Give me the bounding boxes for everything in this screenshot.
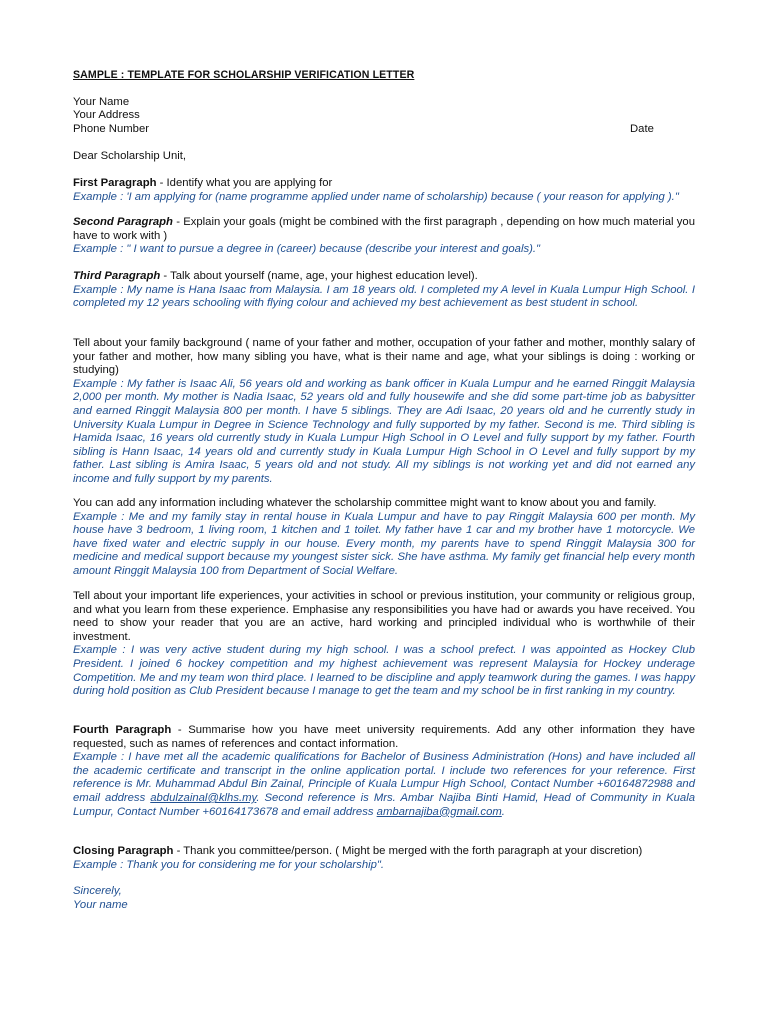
closing-paragraph-section [73,845,695,872]
email-link-abdulzainal[interactable]: abdulzainal@klhs.my [150,791,257,804]
additional-info-example: Example : Me and my family stay in rental house in Kuala Lumpur and have to pay Ringgit Malaysia 600 per month. My house have 3 bedroom, 1 living room, 1 kitchen and 1 toilet. My father have 1 car and my brother have 1 motorcycle. We have fixed water and electric supply in our house. Every month, my parents have to spend Ringgit Malaysia 300 for medicine and medical support because my youngest sister sick. She have asthma. My family get financial help every month amount Ringgit Malaysia 100 from Department of Social Welfare. [73,510,695,577]
fourth-example-text-c: . [501,805,505,818]
family-section [73,337,695,487]
third-paragraph-label: Third Paragraph [73,270,161,282]
sender-address: Your Address [73,109,140,121]
date-label: Date [630,123,654,135]
experience-instruction: Tell about your important life experiences, your activities in school or previous institution, your community or religious group, and what you learn from these experience. Emphasise any responsibilities you have had or awards you have received. You need to show your reader that you are an active, hard working and principled individual who is worthwhile of their investment. [73,590,695,643]
family-instruction: Tell about your family background ( name of your father and mother, occupation of your father and mother, monthly salary of your father and mother, how many sibling you have, what is their name and age, what your siblings is doing : working or studying) [73,337,695,377]
first-paragraph-text: - Identify what you are applying for [156,177,333,189]
closing-paragraph-label: Closing Paragraph [73,845,174,857]
closing-paragraph-example: Example : Thank you for considering me for your scholarship". [73,858,385,871]
closing-paragraph-text: - Thank you committee/person. ( Might be merged with the forth paragraph at your discretion) [173,845,643,857]
third-paragraph-example: Example : My name is Hana Isaac from Malaysia. I am 18 years old. I completed my A level in Kuala Lumpur High School. I completed my 12 years schooling with flying colour and achieved my best achievement as best student in school. [73,283,695,310]
second-paragraph-instruction [73,216,695,243]
fourth-paragraph-section [73,724,695,819]
second-paragraph-section [73,216,695,257]
additional-info-section [73,497,695,579]
third-paragraph-instruction [73,270,695,284]
fourth-paragraph-label: Fourth Paragraph [73,724,172,736]
experience-example: Example : I was very active student during my high school. I was a school prefect. I was appointed as Hockey Club President. I joined 6 hockey competition and my highest achievement was represent Malaysia for Hockey underage Competition. Me and my team won third place. I learned to be discipline and apply teamwork during the games. I was happy during hold position as Club President because I manage to get the team and my school be in first ranking in my country. [73,644,695,698]
document-title: SAMPLE : TEMPLATE FOR SCHOLARSHIP VERIFICATION LETTER [73,69,415,81]
sender-phone: Phone Number [73,123,149,135]
signoff-name: Your name [73,898,128,911]
signoff-sincerely: Sincerely, [73,885,122,897]
fourth-example-text-b: . Second reference is Mrs. Ambar Najiba Binti Hamid, Head of Community in Kuala Lumpur, Contact Number +60164173678 and email address [73,791,695,818]
family-example: Example : My father is Isaac Ali, 56 years old and working as bank officer in Kuala Lumpur and he earned Ringgit Malaysia 2,000 per month. My mother is Nadia Isaac, 52 years old and fully housewife and she did some part-time job as babysitter and earned Ringgit Malaysia 800 per month. I have 5 siblings. They are Adi Isaac, 20 years old and he currently study in University Kuala Lumpur in Degree in Science Technology and fully supported by my father. Second is me. Third sibling is Hamida Isaac, 16 years old currently study in Kuala Lumpur High School in O Level and fully support by my father. Fourth sibling is Hann Isaac, 14 years old and currently study in Kuala Lumpur High School in O Level and fully support by my father. Last sibling is Amira Isaac, 5 years old and not study. All my siblings is not working yet and did not earned any income and fully support by my parents. [73,377,695,485]
second-paragraph-example: Example : " I want to pursue a degree in (career) because (describe your interest and goals)." [73,243,541,256]
fourth-paragraph-text: - Summarise how you have meet university requirements. Add any other information they have requested, such as names of references and contact information. [73,724,695,750]
fourth-paragraph-example [73,751,695,819]
second-paragraph-text: - Explain your goals (might be combined with the first paragraph , depending on how much material you have to work with ) [73,216,695,242]
email-link-ambarnajiba[interactable]: ambarnajiba@gmail.com [376,805,502,818]
sender-name: Your Name [73,96,130,108]
first-paragraph-label: First Paragraph [73,177,157,189]
first-paragraph-instruction [73,177,695,191]
second-paragraph-label: Second Paragraph [73,216,173,228]
closing-paragraph-instruction [73,845,695,859]
additional-info-instruction: You can add any information including whatever the scholarship committee might want to know about you and family. [73,497,657,509]
salutation: Dear Scholarship Unit, [73,150,187,162]
third-paragraph-text: - Talk about yourself (name, age, your highest education level). [160,270,478,282]
first-paragraph-section [73,177,695,204]
first-paragraph-example: Example : 'I am applying for (name programme applied under name of scholarship) because ( your reason for applying )." [73,190,679,203]
experience-section [73,590,695,699]
third-paragraph-section [73,270,695,311]
fourth-example-text-a: Example : I have met all the academic qualifications for Bachelor of Business Administration (Hons) and have included all the academic certificate and transcript in the online application portal. I include two references for your reference. First reference is Mr. Muhammad Abdul Bin Zainal, Principle of Kuala Lumpur High School, Contact Number +60164872988 and email address [73,751,695,804]
fourth-paragraph-instruction [73,724,695,751]
signoff-section [73,885,695,912]
